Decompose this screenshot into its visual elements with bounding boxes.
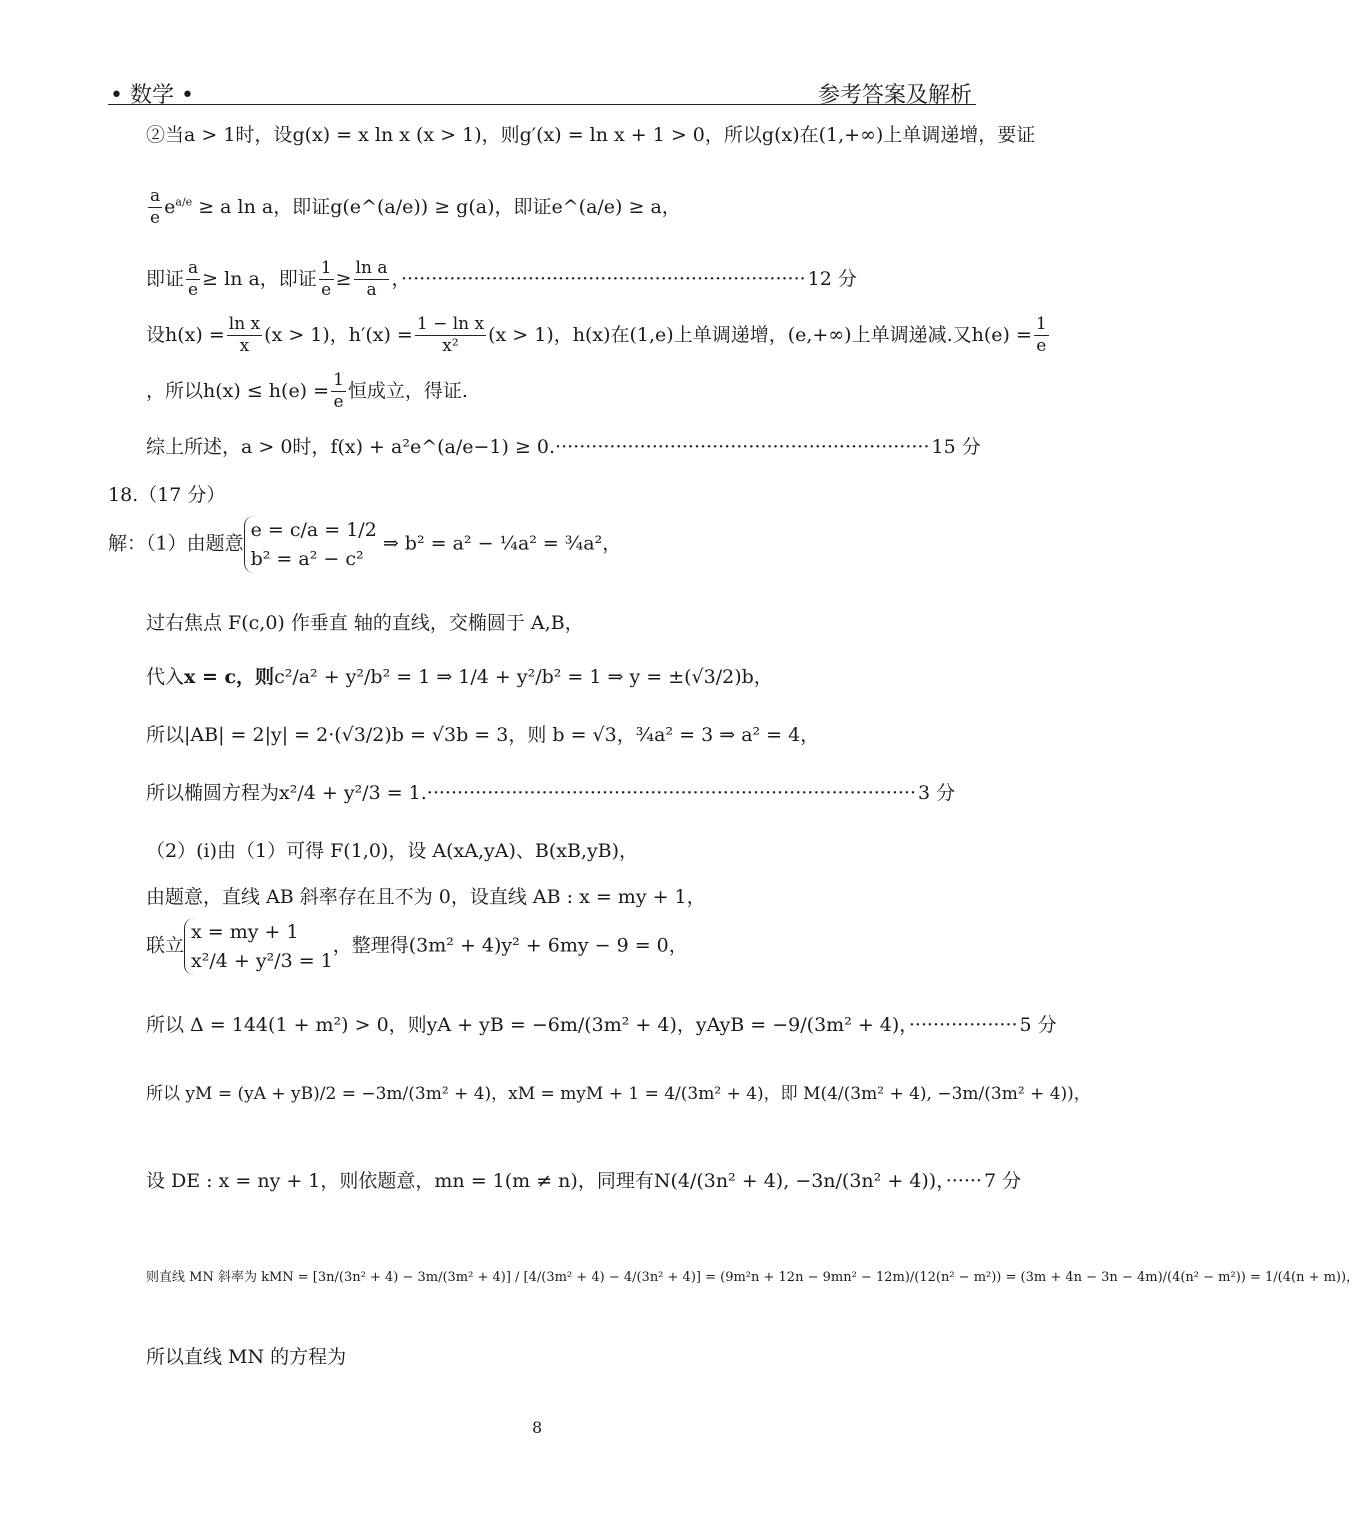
equation-system bbox=[244, 516, 377, 573]
text: 所以椭圆方程为 bbox=[146, 782, 280, 804]
text: ， bbox=[391, 267, 401, 290]
score-label: 15 分 bbox=[931, 436, 981, 458]
system-eq-1: e = c/a = 1/2 bbox=[250, 519, 377, 541]
score-label: 5 分 bbox=[1019, 1014, 1057, 1036]
leader-dots: ··································································· bbox=[401, 267, 806, 290]
solution-line-12: （2）(i)由（1）可得 F(1,0)，设 A(xA,yA)、B(xB,yB)， bbox=[146, 840, 639, 862]
solution-line-18: 则直线 MN 斜率为 kMN = [3n/(3n² + 4) − 3m/(3m² + 4)] / [4/(3m² + 4) − 4/(3n² + 4)] = (9m²n + 12n − 9mn² − 12m)/(12(n² − m²)) = (3m + 4n − 3n − 4m)/(4(n² − m²)) = 1/(4(n + m))， bbox=[146, 1270, 1359, 1285]
fraction-lnx-over-x: $\frac{\text{ln x}}{x}$ bbox=[228, 314, 261, 357]
text: g(x)在(1,+∞)上单调递增，要证 bbox=[761, 124, 1036, 146]
score-label: 7 分 bbox=[983, 1170, 1022, 1192]
leader-dots: .················································································· bbox=[420, 782, 917, 804]
text: 联立 bbox=[146, 934, 185, 957]
fraction-a-over-e: $\frac{a}{e}$ bbox=[188, 258, 199, 301]
text: 代入 bbox=[146, 666, 185, 688]
text: N(4/(3n² + 4), −3n/(3n² + 4))， bbox=[653, 1170, 946, 1192]
text: h′(x) = bbox=[348, 323, 413, 346]
solution-line-14 bbox=[146, 918, 688, 975]
text: yA + yB = −6m/(3m² + 4)，yAyB = −9/(3m² + 4)， bbox=[426, 1014, 909, 1036]
leader-dots: ·················· bbox=[908, 1014, 1018, 1036]
page-number: 8 bbox=[532, 1418, 543, 1437]
text: 综上所述， bbox=[146, 436, 242, 458]
solution-line-1 bbox=[146, 124, 1035, 147]
text: g′(x) = ln x + 1 > 0，所以 bbox=[519, 124, 762, 146]
solution-line-16: 所以 yM = (yA + yB)/2 = −3m/(3m² + 4)，xM = myM + 1 = 4/(3m² + 4)，即 M(4/(3m² + 4), −3m/(3m² + 4))， bbox=[146, 1084, 1091, 1104]
text: a > 1时，设 bbox=[184, 124, 293, 146]
fraction-a-over-e: $\frac{a}{e}$ bbox=[150, 186, 161, 229]
header-rule bbox=[108, 104, 976, 105]
header-title: 参考答案及解析 bbox=[817, 83, 972, 108]
text: ②当 bbox=[146, 124, 185, 146]
fraction-1-over-e: $\frac{1}{e}$ bbox=[333, 370, 344, 413]
system-eq-2: b² = a² − c² bbox=[250, 547, 364, 570]
text: c²/a² + y²/b² = 1 ⇒ 1/4 + y²/b² = 1 ⇒ y = ±(√3/2)b， bbox=[274, 666, 773, 688]
text: 解：（1）由题意 bbox=[108, 532, 244, 555]
text: f(x) + a²e^(a/e−1) ≥ 0 bbox=[330, 436, 550, 458]
text: ≥ bbox=[335, 267, 352, 290]
solution-line-7 bbox=[108, 516, 621, 573]
text: h(x) = bbox=[165, 323, 225, 346]
text: (x > 1)， bbox=[264, 323, 349, 346]
solution-line-3 bbox=[146, 258, 857, 302]
text: (x > 1)，h(x)在(1,e)上单调递增，(e,+∞)上单调递减.又 bbox=[488, 323, 972, 346]
fraction-derivative: $\frac{\text{1 − ln x}}{\text{x²}}$ bbox=[416, 314, 485, 357]
solution-line-15 bbox=[146, 1014, 1057, 1037]
text: ，所以 bbox=[146, 379, 204, 402]
solution-line-6 bbox=[146, 436, 981, 459]
text: e^(a/e) ≥ a， bbox=[551, 195, 681, 218]
system-eq-2: x²/4 + y²/3 = 1 bbox=[191, 949, 333, 972]
text: x = c，则 bbox=[184, 666, 275, 688]
leader-dots: ······ bbox=[945, 1170, 982, 1192]
text: h(x) ≤ h(e) = bbox=[203, 379, 330, 402]
text: ≥ a ln a，即证 bbox=[198, 195, 331, 218]
text: ≥ ln a，即证 bbox=[202, 267, 317, 290]
text: x²/4 + y²/3 = 1 bbox=[279, 782, 421, 804]
text: 所以 Δ = 144(1 + m²) > 0，则 bbox=[146, 1014, 427, 1036]
header-subject: • 数学 • bbox=[110, 83, 194, 108]
leader-dots: .······························································ bbox=[549, 436, 930, 458]
text: 恒成立，得证. bbox=[347, 379, 468, 402]
score-label: 12 分 bbox=[807, 267, 857, 290]
text: g(e^(a/e)) ≥ g(a)，即证 bbox=[330, 195, 552, 218]
solution-line-5 bbox=[146, 370, 468, 414]
text: a > 0时， bbox=[241, 436, 331, 458]
equation-system bbox=[184, 918, 333, 975]
solution-line-10: 所以|AB| = 2|y| = 2·(√3/2)b = √3b = 3，则 b = √3，¾a² = 3 ⇒ a² = 4， bbox=[146, 724, 820, 746]
fraction-lna-over-a: $\frac{\text{ln a}}{a}$ bbox=[355, 258, 388, 301]
solution-line-9 bbox=[146, 666, 773, 689]
solution-line-11 bbox=[146, 782, 955, 805]
solution-line-4 bbox=[146, 314, 1051, 358]
solution-line-2: $\frac{a}{e}$ $e^{a/e} \ge a$ ln a，即证g(e^(a/e)) ≥ g(a)，即证e^(a/e) ≥ a， bbox=[150, 186, 681, 229]
text: h(e) = bbox=[971, 323, 1032, 346]
fraction-1-over-e: $\frac{1}{e}$ bbox=[1035, 314, 1047, 357]
text: 设 bbox=[146, 323, 166, 346]
score-label: 3 分 bbox=[918, 782, 956, 804]
solution-line-8: 过右焦点 F(c,0) 作垂直 轴的直线，交椭圆于 A,B， bbox=[146, 612, 584, 634]
text: 设 DE : x = ny + 1，则依题意，mn = 1(m ≠ n)，同理有 bbox=[146, 1170, 654, 1192]
solution-line-17 bbox=[146, 1170, 1021, 1193]
text: ，整理得(3m² + 4)y² + 6my − 9 = 0， bbox=[332, 934, 688, 957]
fraction-1-over-e: $\frac{1}{e}$ bbox=[320, 258, 332, 301]
solution-line-19: 所以直线 MN 的方程为 bbox=[146, 1346, 347, 1368]
text: ⇒ b² = a² − ¼a² = ¾a²， bbox=[382, 532, 622, 555]
question-18-heading: 18.（17 分） bbox=[108, 484, 226, 506]
text: 即证 bbox=[146, 267, 185, 290]
solution-line-13: 由题意，直线 AB 斜率存在且不为 0，设直线 AB : x = my + 1， bbox=[146, 886, 706, 908]
system-eq-1: x = my + 1 bbox=[191, 921, 299, 943]
text: g(x) = x ln x (x > 1)，则 bbox=[292, 124, 520, 146]
